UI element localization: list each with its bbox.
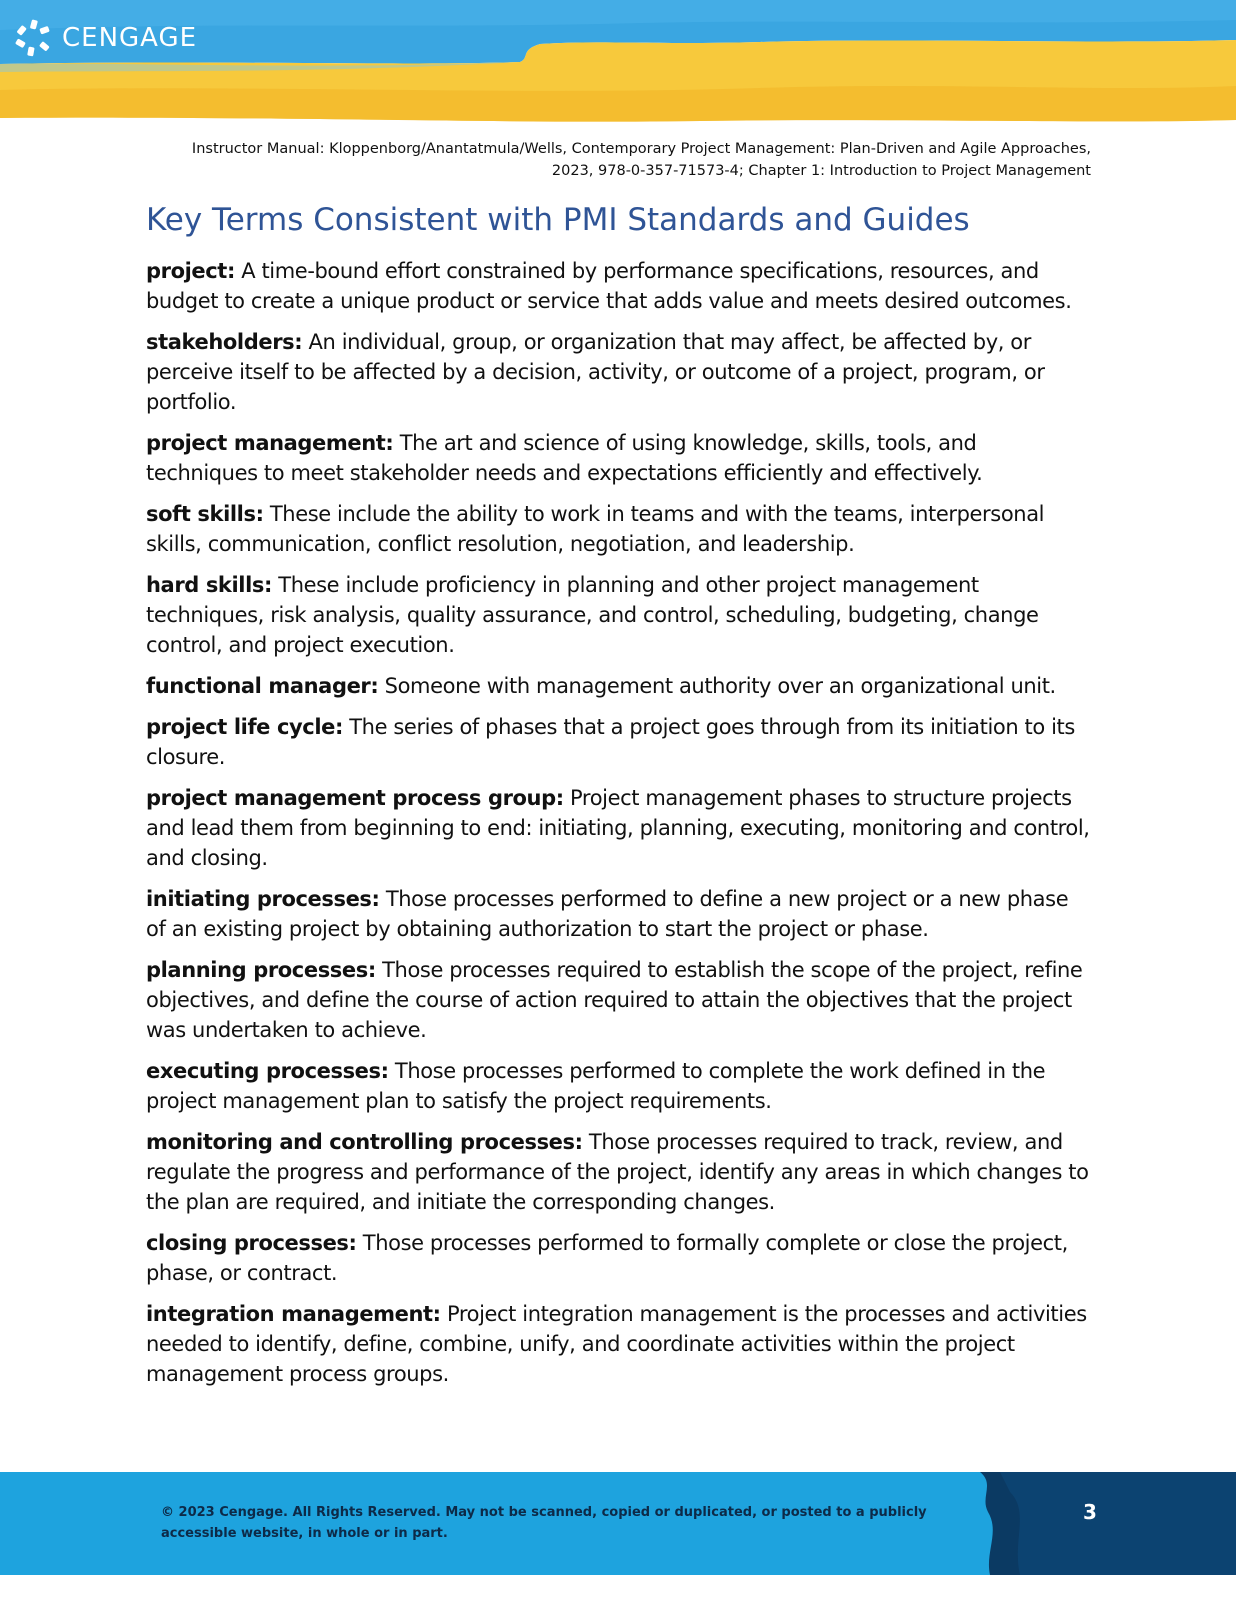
term-name: monitoring and controlling processes: [146, 1130, 583, 1154]
cengage-logo [14, 18, 197, 58]
term-name: project management: [146, 431, 394, 455]
term-entry [146, 712, 1091, 772]
term-name: planning processes: [146, 958, 376, 982]
term-name: soft skills: [146, 502, 264, 526]
term-entry [146, 1228, 1091, 1288]
term-definition: Those processes performed to complete the work defined in the project management plan to satisfy the project requirements. [146, 1059, 1046, 1113]
term-definition: Someone with management authority over an organizational unit. [384, 674, 1056, 698]
term-definition: These include proficiency in planning and other project management techniques, risk analysis, quality assurance, and control, scheduling, budgeting, change control, and project execution. [146, 573, 1039, 657]
term-entry [146, 570, 1091, 660]
footer [0, 1472, 1236, 1575]
top-banner [0, 0, 1236, 124]
term-definition: The art and science of using knowledge, skills, tools, and techniques to meet stakeholder needs and expectations efficiently and effectively. [146, 431, 983, 485]
cengage-logo-text: CENGAGE [62, 23, 198, 53]
term-name: project management process group: [146, 786, 564, 810]
term-entry [146, 884, 1091, 944]
term-name: functional manager: [146, 674, 379, 698]
term-entry [146, 499, 1091, 559]
section-title: Key Terms Consistent with PMI Standards and Guides [146, 202, 970, 238]
term-name: project life cycle: [146, 715, 343, 739]
term-entry [146, 671, 1091, 701]
page-number: 3 [1083, 1500, 1097, 1524]
running-header [140, 138, 1091, 182]
term-name: stakeholders: [146, 330, 303, 354]
term-name: hard skills: [146, 573, 272, 597]
term-definition: These include the ability to work in teams and with the teams, interpersonal skills, communication, conflict resolution, negotiation, and leadership. [146, 502, 1045, 556]
term-definition: Those processes required to establish the scope of the project, refine objectives, and define the course of action required to attain the objectives that the project was undertaken to achieve. [146, 958, 1083, 1042]
term-entry [146, 955, 1091, 1045]
term-definition: Those processes performed to formally complete or close the project, phase, or contract. [146, 1231, 1068, 1285]
term-definition: Project management phases to structure projects and lead them from beginning to end: initiating, planning, executing, monitoring and control, and closing. [146, 786, 1090, 870]
term-name: integration management: [146, 1302, 441, 1326]
term-entry [146, 1056, 1091, 1116]
term-entry [146, 327, 1091, 417]
term-definition: An individual, group, or organization that may affect, be affected by, or perceive itself to be affected by a decision, activity, or outcome of a project, program, or portfolio. [146, 330, 1045, 414]
term-entry [146, 256, 1091, 316]
running-header-line-1: Instructor Manual: Kloppenborg/Anantatmula/Wells, Contemporary Project Management: Plan-Driven and Agile Approaches, [191, 141, 1091, 157]
term-definition: Project integration management is the processes and activities needed to identify, define, combine, unify, and coordinate activities within the project management process groups. [146, 1302, 1087, 1386]
term-definition: Those processes required to track, review, and regulate the progress and performance of the project, identify any areas in which changes to the plan are required, and initiate the corresponding changes. [146, 1130, 1089, 1214]
term-entry [146, 1127, 1091, 1217]
term-entry [146, 783, 1091, 873]
cengage-logo-icon [14, 18, 54, 58]
term-name: project: [146, 259, 235, 283]
term-name: initiating processes: [146, 887, 380, 911]
term-definition: The series of phases that a project goes through from its initiation to its closure. [146, 715, 1075, 769]
term-name: closing processes: [146, 1231, 357, 1255]
term-name: executing processes: [146, 1059, 389, 1083]
footer-copyright: © 2023 Cengage. All Rights Reserved. May not be scanned, copied or duplicated, or posted to a publicly accessible website, in whole or in part. [161, 1505, 927, 1541]
term-definition: A time-bound effort constrained by performance specifications, resources, and budget to create a unique product or service that adds value and meets desired outcomes. [146, 259, 1072, 313]
running-header-line-2: 2023, 978-0-357-71573-4; Chapter 1: Introduction to Project Management [551, 163, 1091, 179]
term-entry [146, 1299, 1091, 1389]
term-entry [146, 428, 1091, 488]
key-terms-list [146, 256, 1091, 1400]
term-definition: Those processes performed to define a new project or a new phase of an existing project by obtaining authorization to start the project or phase. [146, 887, 1069, 941]
